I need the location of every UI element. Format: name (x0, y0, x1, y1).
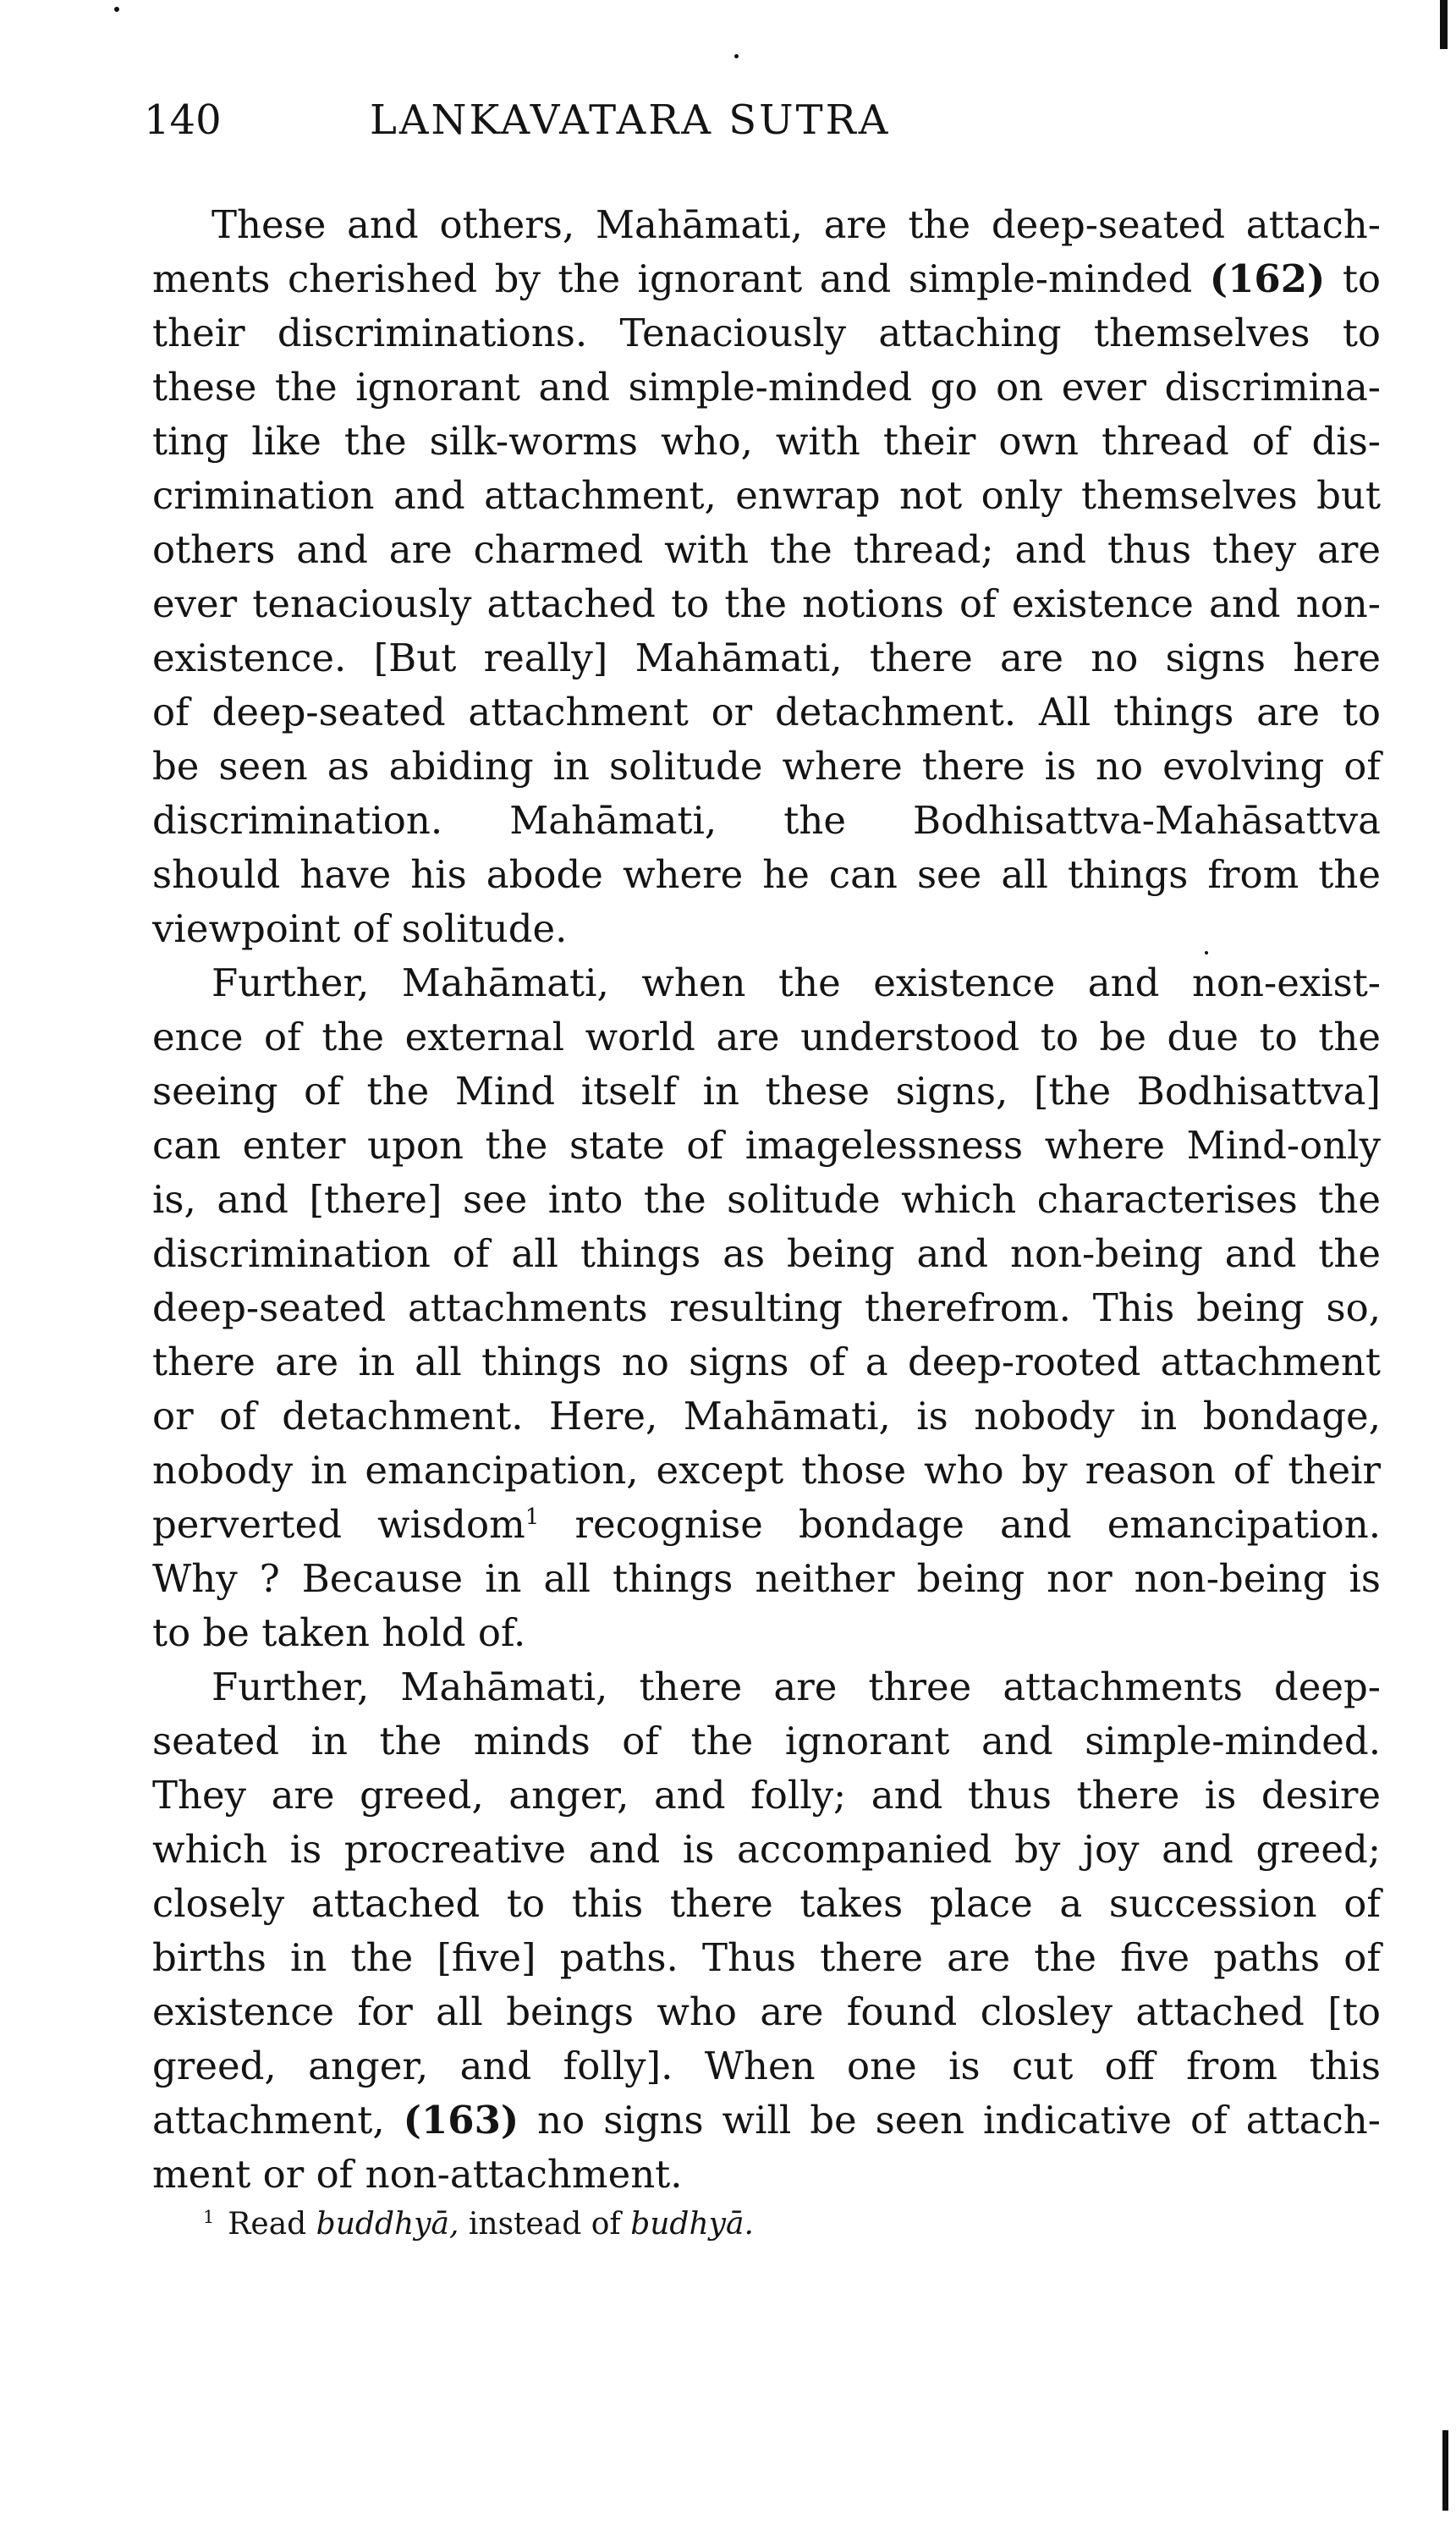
text-line: They are greed, anger, and folly; and thus there is desire (152, 1773, 1381, 1818)
text-line: births in the [five] paths. Thus there are the five paths of (152, 1935, 1381, 1980)
text-line: Further, Mahāmati, there are three attachments deep- (212, 1664, 1381, 1709)
page-number: 140 (144, 96, 222, 144)
text-line: ment or of non-attachment. (152, 2152, 683, 2197)
text-line: which is procreative and is accompanied by joy and greed; (152, 1827, 1381, 1872)
text-line: their discriminations. Tenaciously attaching themselves to (152, 311, 1381, 355)
text-line: existence for all beings who are found closley attached [to (152, 1989, 1381, 2034)
text-line: crimination and attachment, enwrap not only themselves but (152, 473, 1381, 518)
scan-artifact (1440, 0, 1448, 49)
scan-artifact (114, 7, 119, 12)
footnote: $^1$ Read buddhyā, instead of budhyā. (203, 2207, 754, 2242)
text-line: closely attached to this there takes place a succession of (152, 1881, 1381, 1926)
body-text (152, 198, 1381, 2202)
text-line: nobody in emancipation, except those who by reason of their (152, 1448, 1381, 1493)
text-line: is, and [there] see into the solitude which characterises the (152, 1177, 1381, 1222)
text-line: these the ignorant and simple-minded go on ever discrimina- (152, 365, 1381, 410)
text-line: ments cherished by the ignorant and simple-minded (162) to (152, 256, 1381, 301)
text-line: to be taken hold of. (152, 1610, 526, 1655)
scan-artifact (1205, 951, 1208, 954)
text-line: greed, anger, and folly]. When one is cut off from this (152, 2044, 1381, 2088)
text-line: viewpoint of solitude. (152, 906, 568, 951)
running-title: LANKAVATARA SUTRA (370, 96, 891, 144)
scan-artifact (1442, 2430, 1448, 2511)
text-line: others and are charmed with the thread; and thus they are (152, 527, 1381, 572)
text-line: discrimination of all things as being and non-being and the (152, 1231, 1381, 1276)
text-line: discrimination. Mahāmati, the Bodhisattva-Mahāsattva (152, 798, 1381, 843)
text-line: seeing of the Mind itself in these signs, [the Bodhisattva] (152, 1069, 1381, 1114)
text-line: can enter upon the state of imagelessness where Mind-only (152, 1123, 1381, 1168)
text-line: or of detachment. Here, Mahāmati, is nobody in bondage, (152, 1394, 1381, 1439)
text-line: ever tenaciously attached to the notions of existence and non- (152, 581, 1381, 626)
text-line: ting like the silk-worms who, with their own thread of dis- (152, 419, 1381, 464)
text-line: ence of the external world are understood to be due to the (152, 1015, 1381, 1059)
text-line: Further, Mahāmati, when the existence and non-exist- (212, 960, 1381, 1005)
text-line: existence. [But really] Mahāmati, there are no signs here (152, 635, 1381, 680)
text-line: there are in all things no signs of a deep-rooted attachment (152, 1340, 1381, 1384)
text-line: These and others, Mahāmati, are the deep-seated attach- (212, 202, 1381, 247)
text-line: Why ? Because in all things neither being nor non-being is (152, 1556, 1381, 1601)
text-line: should have his abode where he can see all things from the (152, 852, 1381, 897)
text-line: seated in the minds of the ignorant and simple-minded. (152, 1719, 1381, 1763)
text-line: be seen as abiding in solitude where there is no evolving of (152, 744, 1381, 789)
text-line: attachment, (163) no signs will be seen indicative of attach- (152, 2098, 1381, 2143)
text-line: of deep-seated attachment or detachment. All things are to (152, 690, 1381, 734)
text-line: deep-seated attachments resulting therefrom. This being so, (152, 1285, 1381, 1330)
text-line: perverted wisdom$^1$ recognise bondage and emancipation. (152, 1502, 1381, 1547)
scan-artifact (734, 54, 739, 58)
